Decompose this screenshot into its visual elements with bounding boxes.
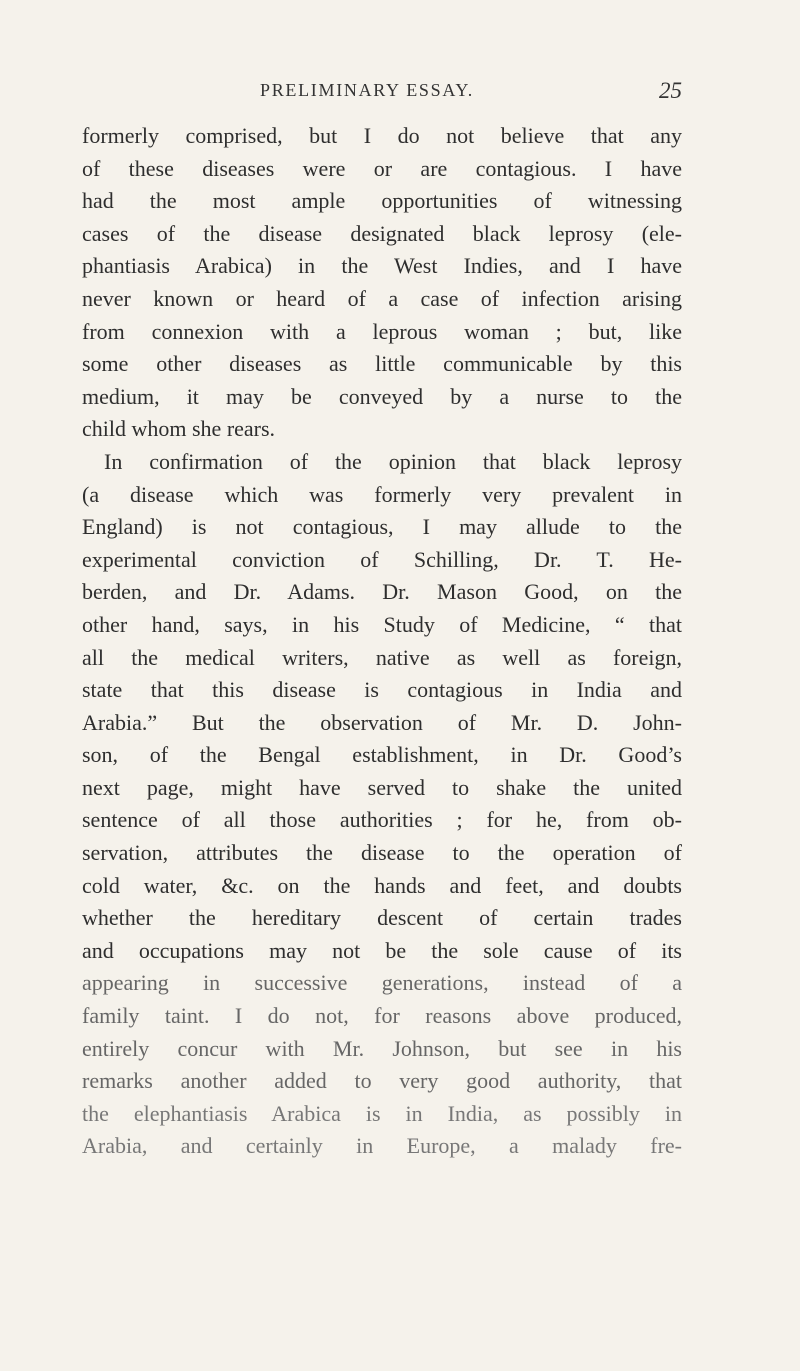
text-line: never known or heard of a case of infection arising — [82, 285, 682, 311]
text-line: all the medical writers, native as well as foreign, — [82, 644, 682, 670]
text-line: (a disease which was formerly very prevalent in — [82, 481, 682, 507]
text-line: England) is not contagious, I may allude to the — [82, 514, 682, 540]
text-line: servation, attributes the disease to the operation of — [82, 840, 682, 866]
text-line: child whom she rears. — [82, 416, 276, 442]
text-line: appearing in successive generations, instead of a — [82, 970, 682, 996]
text-line: other hand, says, in his Study of Medicine, “ that — [82, 611, 682, 637]
body-text — [82, 120, 682, 1163]
text-line: son, of the Bengal establishment, in Dr. Good’s — [82, 742, 682, 768]
text-line: phantiasis Arabica) in the West Indies, and I have — [82, 253, 682, 279]
page-header — [82, 80, 682, 110]
text-line: Arabia.” But the observation of Mr. D. John- — [82, 709, 682, 735]
text-line: Arabia, and certainly in Europe, a malady fre- — [82, 1133, 682, 1159]
text-line: next page, might have served to shake the united — [82, 774, 682, 800]
text-line: medium, it may be conveyed by a nurse to the — [82, 383, 682, 409]
page-number: 25 — [659, 78, 682, 103]
text-line: cases of the disease designated black leprosy (ele- — [82, 220, 682, 246]
text-line: from connexion with a leprous woman ; but, like — [82, 318, 682, 344]
text-line: state that this disease is contagious in India and — [82, 677, 682, 703]
text-line: family taint. I do not, for reasons above produced, — [82, 1003, 682, 1029]
text-line: and occupations may not be the sole cause of its — [82, 937, 682, 963]
text-line: remarks another added to very good authority, that — [82, 1068, 682, 1094]
text-line: sentence of all those authorities ; for he, from ob- — [82, 807, 682, 833]
text-line: berden, and Dr. Adams. Dr. Mason Good, on the — [82, 579, 682, 605]
text-line: In confirmation of the opinion that black leprosy — [104, 448, 682, 474]
text-line: entirely concur with Mr. Johnson, but see in his — [82, 1035, 682, 1061]
text-line: formerly comprised, but I do not believe that any — [82, 123, 682, 148]
text-line: whether the hereditary descent of certain trades — [82, 905, 682, 931]
text-line: cold water, &c. on the hands and feet, and doubts — [82, 872, 682, 898]
text-line: the elephantiasis Arabica is in India, as possibly in — [82, 1100, 682, 1126]
text-line: of these diseases were or are contagious. I have — [82, 155, 682, 181]
running-head: PRELIMINARY ESSAY. — [260, 80, 474, 100]
text-line: had the most ample opportunities of witnessing — [82, 188, 682, 214]
text-line: some other diseases as little communicable by this — [82, 351, 682, 377]
text-line: experimental conviction of Schilling, Dr. T. He- — [82, 546, 682, 572]
